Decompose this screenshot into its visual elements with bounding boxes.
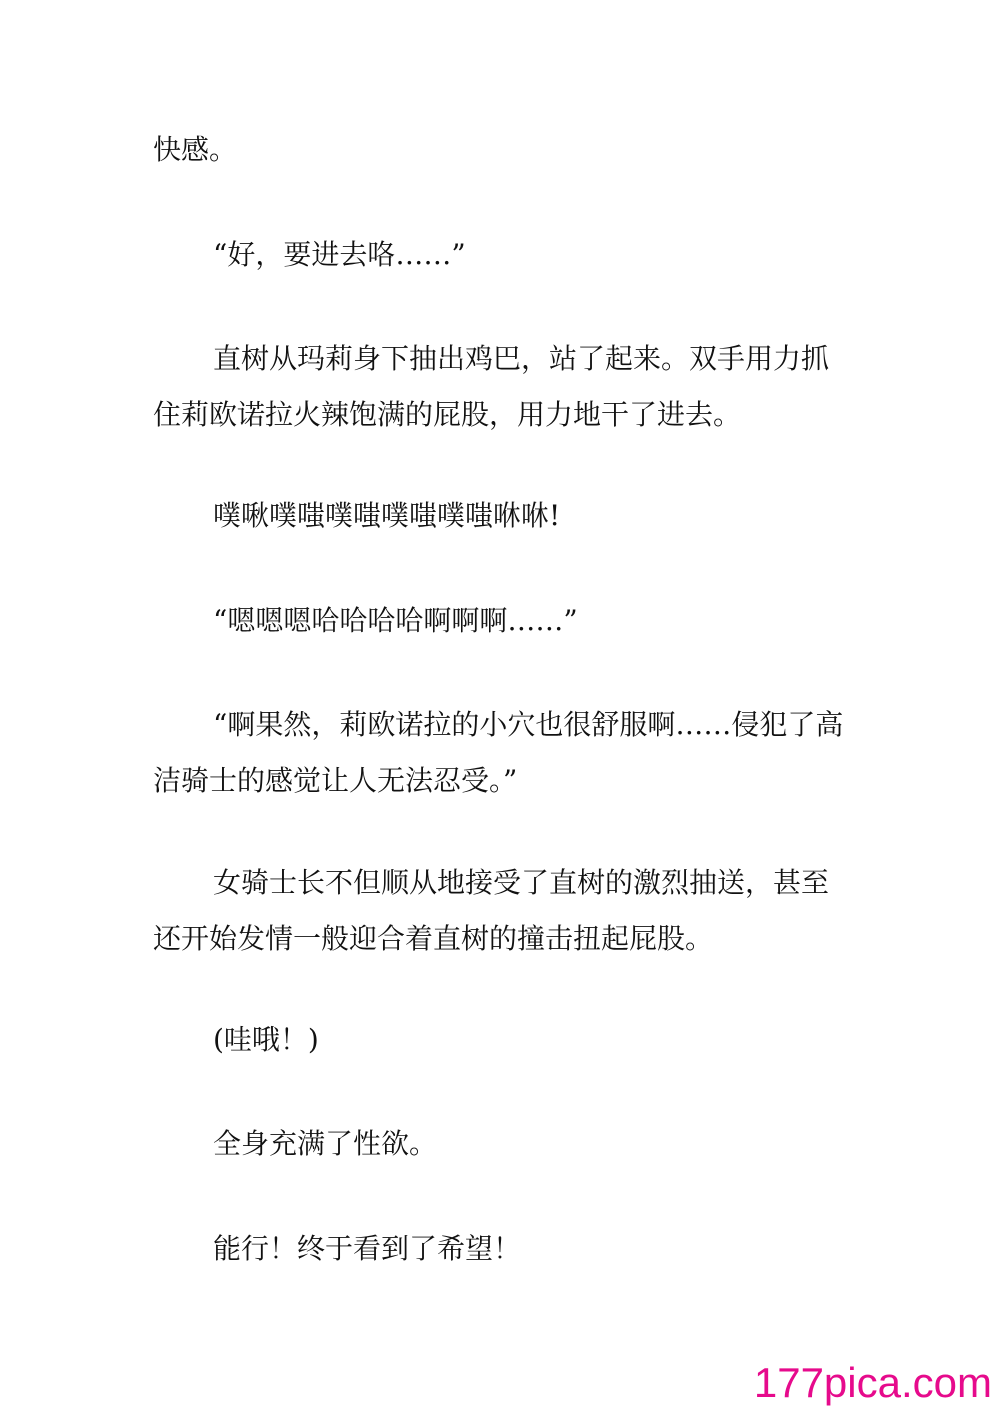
paragraph-4: 噗啾噗嗤噗嗤噗嗤噗嗤咻咻! bbox=[213, 499, 561, 532]
paragraph-5: “嗯嗯嗯哈哈哈哈啊啊啊……” bbox=[213, 604, 578, 637]
watermark: 177pica.com bbox=[753, 1359, 992, 1406]
paragraph-8: (哇哦！) bbox=[213, 1023, 319, 1056]
paragraph-2: “好，要进去咯……” bbox=[213, 238, 466, 271]
paragraph-10: 能行！终于看到了希望！ bbox=[213, 1232, 522, 1265]
paragraph-7: 女骑士长不但顺从地接受了直树的激烈抽送，甚至还开始发情一般迎合着直树的撞击扭起屁股。 bbox=[153, 866, 830, 955]
paragraph-9: 全身充满了性欲。 bbox=[213, 1127, 438, 1160]
paragraph-1: 快感。 bbox=[153, 133, 238, 166]
paragraph-6: “啊果然，莉欧诺拉的小穴也很舒服啊……侵犯了高洁骑士的感觉让人无法忍受。” bbox=[153, 708, 844, 797]
paragraph-3: 直树从玛莉身下抽出鸡巴，站了起来。双手用力抓住莉欧诺拉火辣饱满的屁股，用力地干了进去。 bbox=[153, 342, 830, 431]
